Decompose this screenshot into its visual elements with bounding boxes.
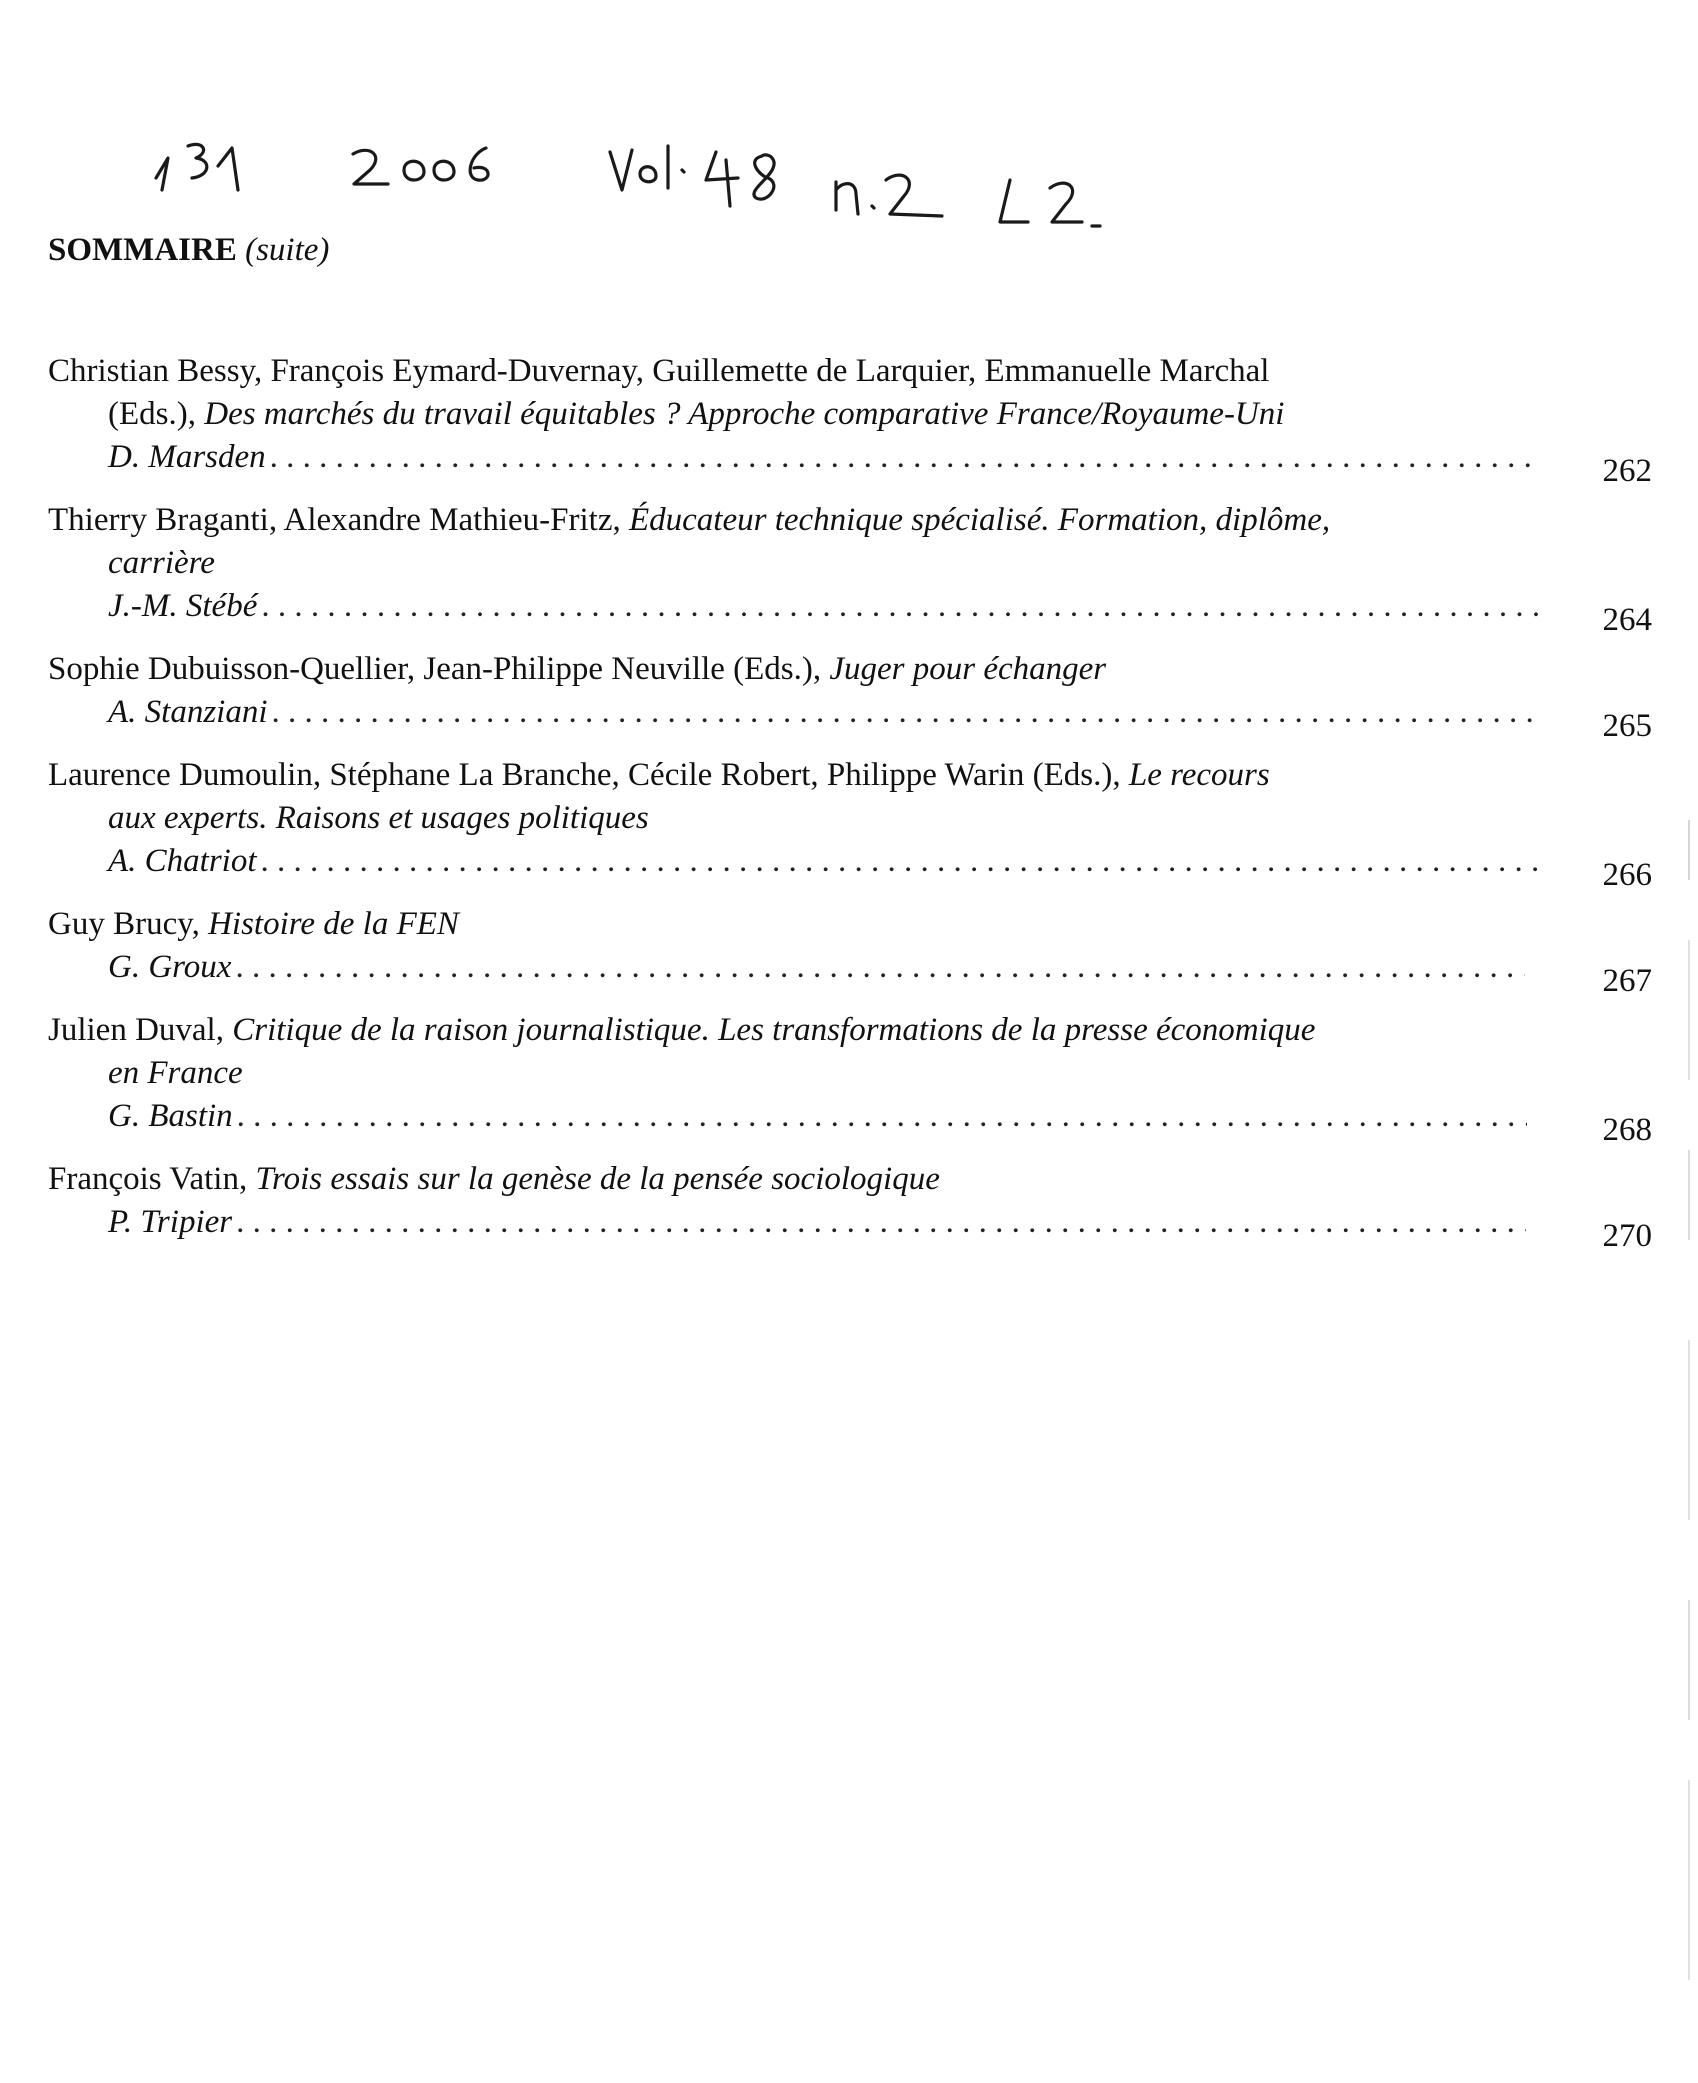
entry-title-continued: aux experts. Raisons et usages politiques bbox=[108, 800, 649, 836]
entry-reviewer: G. Groux bbox=[108, 949, 232, 985]
entry-title: Histoire de la FEN bbox=[208, 906, 459, 942]
entry-authors-title-line bbox=[48, 903, 1652, 946]
toc-entry bbox=[48, 648, 1652, 744]
entry-authors-title-line bbox=[48, 1158, 1652, 1201]
entry-reviewer: A. Chatriot bbox=[108, 843, 257, 879]
entry-reviewer-line bbox=[48, 1201, 1652, 1254]
entry-title-continued: carrière bbox=[108, 545, 215, 581]
entry-page-number: 262 bbox=[1602, 453, 1652, 489]
entry-page-number: 267 bbox=[1602, 963, 1652, 999]
entry-authors: Guy Brucy, bbox=[48, 906, 209, 942]
entry-title: Éducateur technique spécialisé. Formation, diplôme, bbox=[628, 502, 1331, 538]
entry-reviewer-line bbox=[48, 691, 1652, 744]
entry-authors: Christian Bessy, François Eymard-Duvernay, Guillemette de Larquier, Emmanuelle Marchal bbox=[48, 353, 1270, 389]
table-of-contents bbox=[48, 350, 1652, 1264]
dot-leader bbox=[235, 946, 1525, 989]
entry-authors-title-line bbox=[48, 754, 1652, 797]
entry-page-number: 265 bbox=[1602, 708, 1652, 744]
entry-authors-title-line bbox=[48, 1009, 1652, 1052]
entry-reviewer: A. Stanziani bbox=[108, 694, 268, 730]
toc-entry bbox=[48, 754, 1652, 893]
scan-edge-artifact bbox=[1678, 820, 1698, 2000]
entry-authors: François Vatin, bbox=[48, 1161, 256, 1197]
heading-title: SOMMAIRE bbox=[48, 232, 237, 268]
entry-authors: Julien Duval, bbox=[48, 1012, 233, 1048]
entry-reviewer-line bbox=[48, 1095, 1652, 1148]
entry-title-continued: en France bbox=[108, 1055, 243, 1091]
entry-title: Trois essais sur la genèse de la pensée sociologique bbox=[255, 1161, 940, 1197]
entry-authors-title-line bbox=[48, 648, 1652, 691]
entry-title: Critique de la raison journalistique. Les transformations de la presse économique bbox=[232, 1012, 1316, 1048]
toc-entry bbox=[48, 499, 1652, 638]
entry-page-number: 266 bbox=[1602, 857, 1652, 893]
entry-title: Juger pour échanger bbox=[829, 651, 1107, 687]
entry-reviewer: P. Tripier bbox=[108, 1204, 233, 1240]
toc-entry bbox=[48, 1158, 1652, 1254]
entry-reviewer-line bbox=[48, 436, 1652, 489]
entry-authors: Sophie Dubuisson-Quellier, Jean-Philippe Neuville (Eds.), bbox=[48, 651, 830, 687]
section-heading bbox=[48, 228, 329, 272]
dot-leader bbox=[236, 1201, 1526, 1244]
entry-reviewer: J.-M. Stébé bbox=[108, 588, 258, 624]
entry-page-number: 264 bbox=[1602, 602, 1652, 638]
entry-reviewer-line bbox=[48, 840, 1652, 893]
entry-title-line bbox=[48, 393, 1652, 436]
entry-eds-prefix: (Eds.), bbox=[108, 396, 205, 432]
entry-reviewer: G. Bastin bbox=[108, 1098, 233, 1134]
entry-page-number: 268 bbox=[1602, 1112, 1652, 1148]
dot-leader bbox=[270, 436, 1542, 479]
toc-entry bbox=[48, 903, 1652, 999]
dot-leader bbox=[261, 585, 1542, 628]
toc-entry bbox=[48, 350, 1652, 489]
entry-reviewer: D. Marsden bbox=[108, 439, 266, 475]
entry-title: Le recours bbox=[1128, 757, 1270, 793]
dot-leader bbox=[272, 691, 1542, 734]
dot-leader bbox=[261, 840, 1542, 883]
dot-leader bbox=[237, 1095, 1527, 1138]
entry-authors: Thierry Braganti, Alexandre Mathieu-Fritz, bbox=[48, 502, 629, 538]
entry-page-number: 270 bbox=[1602, 1218, 1652, 1254]
entry-authors: Laurence Dumoulin, Stéphane La Branche, Cécile Robert, Philippe Warin (Eds.), bbox=[48, 757, 1129, 793]
entry-reviewer-line bbox=[48, 585, 1652, 638]
entry-authors-title-line bbox=[48, 499, 1652, 542]
entry-reviewer-line bbox=[48, 946, 1652, 999]
toc-entry bbox=[48, 1009, 1652, 1148]
heading-subtitle: (suite) bbox=[245, 232, 330, 268]
entry-title: Des marchés du travail équitables ? Approche comparative France/Royaume-Uni bbox=[204, 396, 1285, 432]
